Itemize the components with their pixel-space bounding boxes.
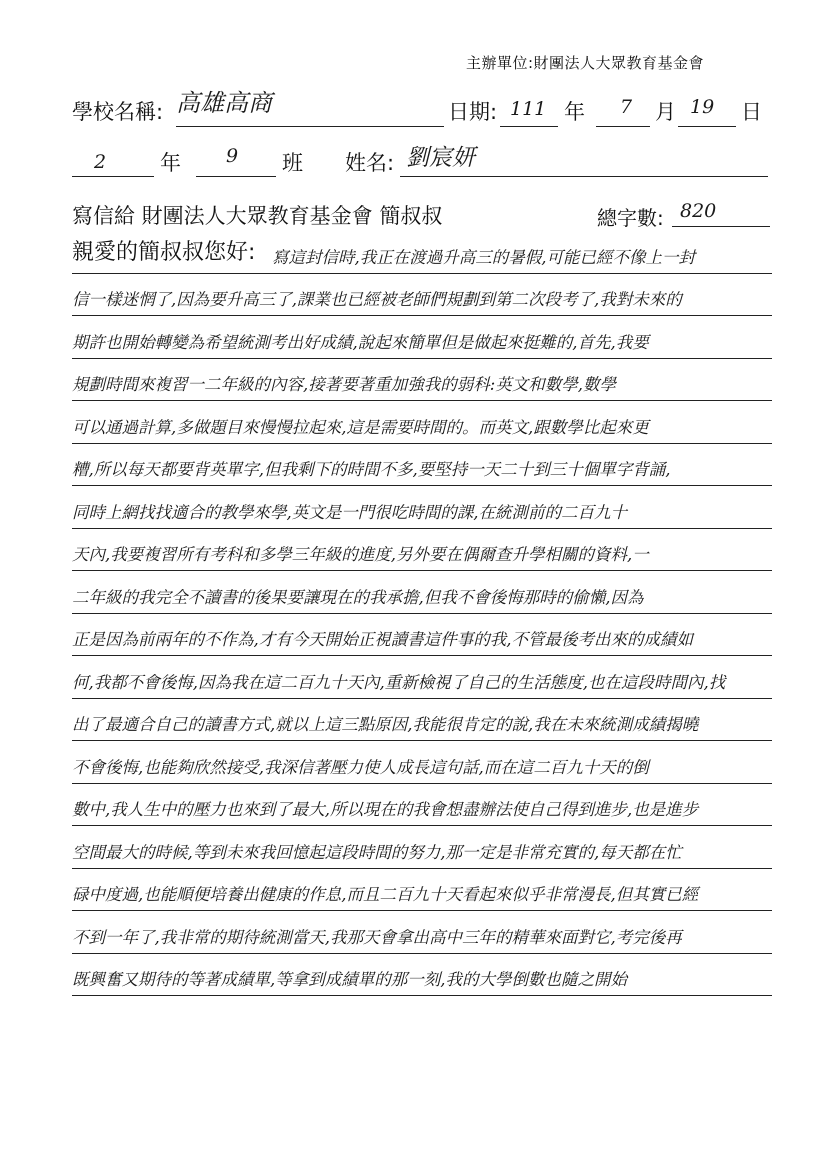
class-value: 9 [226,145,239,167]
letter-line-text: 寫這封信時,我正在渡過升高三的暑假,可能已經不像上一封 [272,247,695,267]
letter-line [72,740,772,784]
letter-greeting: 親愛的簡叔叔您好: [72,239,256,265]
letter-recipient: 寫信給 財團法人大眾教育基金會 簡叔叔 [72,204,443,228]
name-label: 姓名: [345,151,395,175]
letter-line-text: 空間最大的時候,等到未來我回憶起這段時間的努力,那一定是非常充實的,每天都在忙 [72,842,682,862]
letter-line [72,485,772,529]
word-count-underline [672,226,770,227]
letter-line [72,570,772,614]
letter-line [72,655,772,699]
letter-line-text: 出了最適合自己的讀書方式,就以上這三點原因,我能很肯定的說,我在未來統測成績揭曉 [72,715,699,734]
date-year-underline [500,126,558,127]
date-month-value: 7 [620,96,633,118]
word-count-label: 總字數: [597,206,664,230]
letter-line [72,400,772,444]
date-label: 日期: [448,100,498,124]
day-label: 日 [741,100,762,124]
letter-line-text: 同時上網找找適合的教學來學,英文是一門很吃時間的課,在統測前的二百九十 [72,502,627,522]
letter-line [72,698,772,742]
letter-line [72,230,772,274]
letter-line-text: 規劃時間來複習一二年級的內容,接著要著重加強我的弱科:英文和數學,數學 [72,375,617,394]
letter-line-text: 不會後悔,也能夠欣然接受,我深信著壓力使人成長這句話,而在這二百九十天的倒 [72,757,649,777]
grade-value: 2 [94,151,107,173]
letter-line-text: 二年級的我完全不讀書的後果要讓現在的我承擔,但我不會後悔那時的偷懶,因為 [72,587,644,607]
school-name-label: 學校名稱: [72,100,164,124]
letter-line-text: 正是因為前兩年的不作為,才有今天開始正視讀書這件事的我,不管最後考出來的成績如 [72,630,693,649]
letter-line-text: 碌中度過,也能順便培養出健康的作息,而且二百九十天看起來似乎非常漫長,但其實已經 [72,885,699,904]
letter-line [72,910,772,954]
student-name-value: 劉宸妍 [406,145,475,171]
letter-line-text: 數中,我人生中的壓力也來到了最大,所以現在的我會想盡辦法使自己得到進步,也是進步 [72,800,699,819]
letter-line [72,358,772,402]
letter-line [72,825,772,869]
word-count-value: 820 [680,200,717,222]
letter-line [72,315,772,359]
date-year-value: 111 [510,98,547,120]
letter-line [72,868,772,912]
name-underline [400,176,768,177]
grade-label: 年 [160,151,181,175]
date-day-underline [678,126,736,127]
letter-line-text: 何,我都不會後悔,因為我在這二百九十天內,重新檢視了自己的生活態度,也在這段時間內,找 [72,672,726,692]
letter-line-text: 天內,我要複習所有考科和多學三年級的進度,另外要在偶爾查升學相關的資料,一 [72,545,649,564]
letter-line [72,613,772,657]
letter-line [72,273,772,317]
letter-line-text: 不到一年了,我非常的期待統測當天,我那天會拿出高中三年的精華來面對它,考完後再 [72,927,682,947]
year-label: 年 [564,100,585,124]
date-day-value: 19 [690,96,715,118]
date-month-underline [596,126,650,127]
month-label: 月 [655,100,676,124]
letter-line [72,528,772,572]
grade-underline [72,176,154,177]
school-date-row [0,89,827,132]
letter-line [72,953,772,997]
school-name-value: 高雄高商 [176,89,272,117]
letter-line-text: 糟,所以每天都要背英單字,但我剩下的時間不多,要堅持一天二十到三十個單字背誦, [72,460,671,479]
grade-class-name-row [0,143,827,183]
class-underline [196,176,276,177]
letter-line [72,783,772,827]
letter-line-text: 可以通過計算,多做題目來慢慢拉起來,這是需要時間的。而英文,跟數學比起來更 [72,417,649,437]
letter-line-text: 期許也開始轉變為希望統測考出好成績,說起來簡單但是做起來挺難的,首先,我要 [72,332,649,352]
class-label: 班 [282,151,303,175]
school-name-underline [176,126,444,127]
letter-line-text: 信一樣迷惘了,因為要升高三了,課業也已經被老師們規劃到第二次段考了,我對未來的 [72,290,682,309]
letter-line-text: 既興奮又期待的等著成績單,等拿到成績單的那一刻,我的大學倒數也隨之開始 [72,970,627,989]
letter-line [72,443,772,487]
organizer-label: 主辦單位:財團法人大眾教育基金會 [466,54,705,72]
